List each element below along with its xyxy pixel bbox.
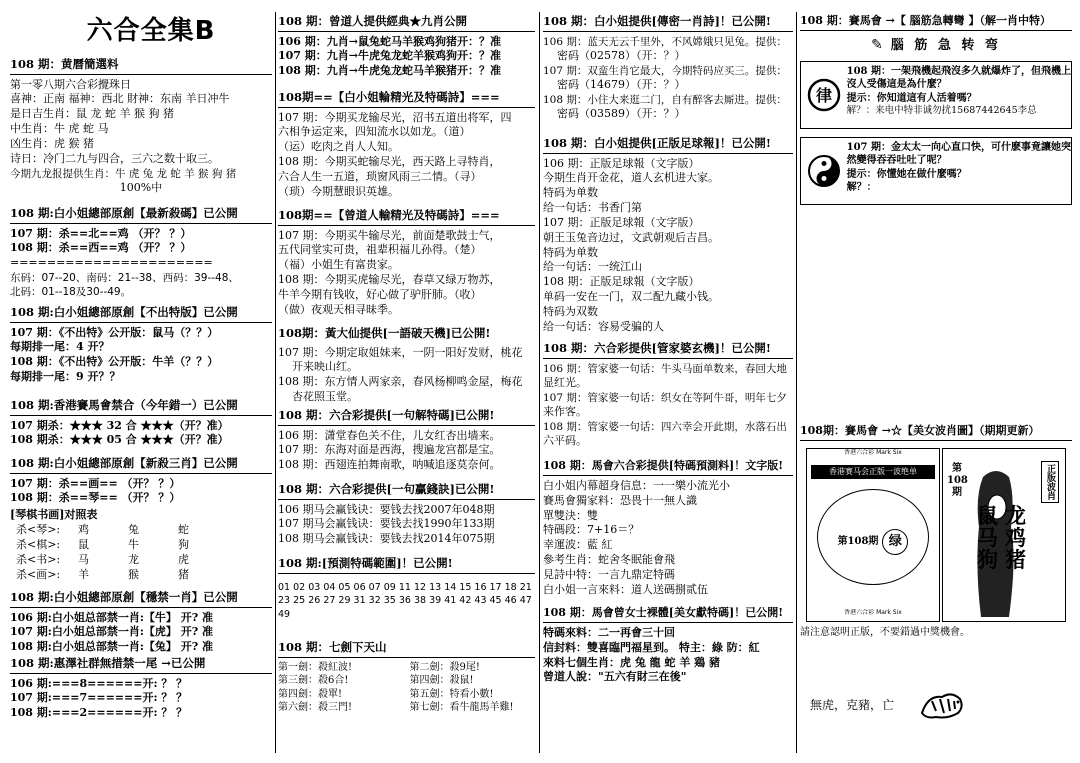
yiwei-line: 108 期:===2======开: ？ ？ xyxy=(10,706,188,720)
text-line: 107 期：东海对面是西海，搜遍龙宫都是宝。 xyxy=(278,443,501,457)
qijian-section xyxy=(278,640,535,715)
table-cell: 猪 xyxy=(178,567,189,581)
text-line: 特碼段：7+16＝？ xyxy=(543,523,640,537)
table-cell: 蛇 xyxy=(178,523,189,537)
poem-line: 108 期：今期买虎输尽光，春草又绿万物苏， xyxy=(278,273,501,287)
footer-text: 無虎，克豬，亡 xyxy=(810,698,895,712)
huangdaxian-header: 108期：黃大仙提供[一語破天機]已公開! xyxy=(278,326,491,340)
footer xyxy=(800,685,1072,725)
lightbulb-icon: ✎ xyxy=(871,37,883,54)
table-cell: 鸡 xyxy=(78,523,89,537)
huangli-section xyxy=(10,57,272,196)
jiuxiao-line: 107 期：九肖→牛虎兔龙蛇羊猴鸡狗开：？准 xyxy=(278,49,502,63)
yiwei-line: 107 期:===7======开: ？ ？ xyxy=(10,691,188,705)
text-line: 信封料：雙喜臨門福星到。 特主：綠 防：紅 xyxy=(543,640,760,654)
table-cell: 虎 xyxy=(178,552,189,566)
sword-item: 第三劍：殺6合! xyxy=(278,675,349,687)
text-line: 107 期马会赢钱诀：要钱去找1990年133期 xyxy=(278,517,495,531)
huangli-line: 100%中 xyxy=(119,180,163,194)
text-line: 106 期：管家婆一句话：牛头马面单数来，春回大地 xyxy=(543,362,787,375)
naojin-header: 108 期：賽馬會 →【 腦筋急轉彎 】（解一肖中特） xyxy=(800,14,1072,31)
riddle-line: 107 期：金太太一向心直口快，可什麽事竟讓她突 xyxy=(846,141,1071,153)
zodiac-grid xyxy=(977,505,1033,571)
note-text: 請注意認明正版，不要錯過中獎機會。 xyxy=(800,627,970,638)
buchu-section xyxy=(10,305,272,385)
table-cell: 羊 xyxy=(78,567,89,581)
meinv-header: 108期：賽馬會 →☆【美女波肖圖】（期期更新） xyxy=(800,424,1072,441)
text-line: 今期生肖开金花，道人玄机进大家。 xyxy=(543,171,719,185)
text-line: 给一句话：一统江山 xyxy=(543,260,642,274)
svg-text:律: 律 xyxy=(815,85,832,105)
column-divider xyxy=(539,12,540,753)
text-line: 107 期：管家婆一句话：织女在等阿牛哥，明年七夕 xyxy=(543,391,787,404)
buchu-header: 108 期:白小姐總部原創【不出特版】已公開 xyxy=(10,305,272,323)
table-row xyxy=(16,538,272,553)
text-line: 给一句话：书香门第 xyxy=(543,201,642,215)
zodiac-char: 鼠 xyxy=(977,503,998,528)
text-line: 密码（03589）（开：？） xyxy=(557,106,686,120)
yuce-header: 108 期：馬會六合彩提供[特碼預測料]！文字版! xyxy=(543,459,793,476)
lunshu1-header: 108期==【白小姐輪精光及特碼詩】=== xyxy=(278,90,535,108)
text-line: 單雙決：雙 xyxy=(543,508,598,522)
yiwei-line: 106 期:===8======开: ？ ？ xyxy=(10,676,188,690)
column-divider xyxy=(275,12,276,753)
buchu-line: 108 期：《不出特》公开版：牛羊（？？） xyxy=(10,355,219,369)
yuce-section xyxy=(543,459,793,598)
huangli-line: 凶生肖：虎 猴 猪 xyxy=(10,136,94,150)
text-line: 108 期：小住大来逛二门，自有醉客去厮进。提供： xyxy=(543,93,787,106)
poem-line: 五代同堂实可贵，祖辈积福儿孙得。（楚） xyxy=(278,243,482,257)
text-line: 来作客。 xyxy=(543,404,587,418)
sanxiao-line: 107 期：杀==画== （开？ ？） xyxy=(10,476,181,490)
seal-icon xyxy=(801,62,847,128)
poem-line: 107 期：今期买龙输尽光，沼书五道出将军，四 xyxy=(278,110,512,124)
jiete-section xyxy=(278,408,535,473)
table-cell: 杀<画>: xyxy=(16,567,61,581)
jinyi-header: 108 期:白小姐總部原創【穩禁一肖】已公開 xyxy=(10,590,272,608)
number-range: 01 02 03 04 05 06 07 09 11 12 13 14 15 16 17 18 21 23 25 26 27 29 31 32 35 36 38 39 41 42 43 45 46 47 49 xyxy=(278,581,532,621)
buchu-line: 每期排一尾：4 开？ xyxy=(10,340,110,354)
huangli-header: 108 期：黄曆簡選料 xyxy=(10,57,272,75)
jinyi-line: 106 期:白小姐总部禁一肖:【牛】 开? 准 xyxy=(10,610,214,624)
sword-item: 第四劍：殺鼠! xyxy=(409,675,474,687)
beauty-poster xyxy=(942,448,1066,622)
riddle-line: 解？： xyxy=(846,182,877,194)
jinhe-section xyxy=(10,398,272,448)
poster-label: 正版波肖 xyxy=(1041,461,1059,503)
shi-header: 108 期：白小姐提供[傳密一肖詩]！已公開! xyxy=(543,14,793,32)
poster-issue: 第108期 xyxy=(837,536,879,548)
text-line: 107 期：正版足球報（文字版） xyxy=(543,215,700,229)
yiwei-section xyxy=(10,656,272,721)
zodiac-char: 龙 xyxy=(1005,503,1026,528)
poster-side-issue: 第 108 期 xyxy=(947,463,968,498)
shi-section xyxy=(543,14,793,122)
meinv-section xyxy=(800,424,1072,444)
jiuxiao-header: 108 期：曾道人提供經典★九肖公開 xyxy=(278,14,535,32)
table-row xyxy=(16,523,272,538)
table-cell: 牛 xyxy=(128,537,139,551)
jiuxiao-line: 108 期：九肖→牛虎兔龙蛇马羊猴猪开：？准 xyxy=(278,64,502,78)
sanxiao-section xyxy=(10,456,272,582)
text-line: 显红光。 xyxy=(543,375,587,389)
text-line: 特码为双数 xyxy=(543,304,598,318)
huangli-line: 今期九龙报提供生肖：牛 虎 兔 龙 蛇 羊 猴 狗 猪 xyxy=(10,167,237,180)
table-cell: 狗 xyxy=(178,537,189,551)
yingqian-section xyxy=(278,482,535,547)
huangli-line: 中生肖：牛 虎 蛇 马 xyxy=(10,122,109,136)
table-subtitle: [琴棋书画]对照表 xyxy=(10,508,98,522)
lunshu1-section xyxy=(278,90,535,200)
text-line: 108 期马会赢钱诀：要钱去找2014年075期 xyxy=(278,532,495,546)
huangdaxian-section xyxy=(278,326,535,405)
table-cell: 猴 xyxy=(128,567,139,581)
buchu-line: 107 期：《不出特》公开版：鼠马（？？） xyxy=(10,325,219,339)
riddle-line: 108 期：一架飛機起飛沒多久就爆炸了，但飛機上 xyxy=(846,65,1071,77)
yin-yang-icon xyxy=(801,138,847,204)
riddle-line: 提示：你知道這有人活着嗎？ xyxy=(846,92,977,104)
table-cell: 杀<棋>: xyxy=(16,537,61,551)
naojin-banner xyxy=(800,35,1072,57)
riddle-line: 沒人受傷這是為什麼？ xyxy=(846,79,947,91)
zuqiu-section xyxy=(543,136,793,335)
shasha-section xyxy=(10,206,272,299)
text-line: 杏花照玉堂。 xyxy=(292,390,358,404)
riddle-box-2 xyxy=(800,137,1072,205)
divider-text: ====================== xyxy=(10,256,213,270)
text-line: 特码为单数 xyxy=(543,186,598,200)
buchu-line: 每期排一尾：9 开？？ xyxy=(10,370,121,384)
huangli-line: 诗日：冷门二九与四合，三六之数十取三。 xyxy=(10,151,219,165)
wave-poster xyxy=(806,448,940,622)
text-line: 108 期：西翅连拍舞南歌，呐喊追逐莫奈何。 xyxy=(278,458,501,472)
guanjia-header: 108 期：六合彩提供[管家婆玄機]！已公開! xyxy=(543,341,793,359)
shasha-line: 108 期：杀==西==鸡 （开？ ？） xyxy=(10,241,192,255)
jiuxiao-line: 106 期：九肖→鼠兔蛇马羊猴鸡狗猪开：？准 xyxy=(278,34,502,48)
jinyi-line: 108 期:白小姐总部禁一肖:【兔】 开? 准 xyxy=(10,640,214,654)
lunshu2-section xyxy=(278,208,535,318)
text-line: 开来映山红。 xyxy=(292,360,358,374)
riddle-line: 提示：你懂她在做什麼嗎？ xyxy=(846,168,967,180)
riddle-line: 然變得吞吞吐吐了呢？ xyxy=(846,155,947,167)
sanxiao-line: 108 期：杀==琴== （开？ ？） xyxy=(10,491,181,505)
text-line: 特码为单数 xyxy=(543,245,598,259)
luoti-header: 108 期：馬會曾女士裸體[美女獻特碼]！已公開! xyxy=(543,606,793,623)
text-line: 密码（14679）（开：？） xyxy=(557,77,686,91)
table-cell: 马 xyxy=(78,552,89,566)
poem-line: （琐）今期慧眼识英雄。 xyxy=(278,184,399,198)
table-cell: 杀<书>: xyxy=(16,552,61,566)
text-line: 密码（02578）（开：？） xyxy=(557,48,686,62)
table-cell: 龙 xyxy=(128,552,139,566)
luoti-section xyxy=(543,606,793,685)
naojin-section xyxy=(800,14,1072,205)
zodiac-char: 鸡 xyxy=(1005,525,1026,551)
text-line: 106 期：正版足球報（文字版） xyxy=(543,156,700,170)
text-line: 106 期：潇堂春色关不住，儿女红杏出墙来。 xyxy=(278,428,501,442)
jinyi-line: 107 期:白小姐总部禁一肖:【虎】 开? 准 xyxy=(10,625,214,639)
text-line: 曾道人說："五六有財三在後" xyxy=(543,670,687,684)
zodiac-char: 狗 xyxy=(977,547,998,573)
meinv-note xyxy=(800,626,1072,640)
text-line: 白小姐一言來料：道人送碼捌贰伍 xyxy=(543,582,708,596)
jinhe-line: 108 期杀：★★★ 05 合 ★★★（开？准） xyxy=(10,433,229,447)
poster-watermark: 香港六合彩 Mark Six xyxy=(844,609,902,616)
sword-item: 第五劍：特看小數! xyxy=(409,688,494,700)
poem-line: （运）吃肉之肖人人知。 xyxy=(278,140,399,154)
poem-line: 六相争运定来，四知流水以如龙。（道） xyxy=(278,125,471,139)
yiwei-header: 108 期:惠澤社群無措禁一尾 →已公開 xyxy=(10,656,272,674)
text-line: 幸運波：藍 紅 xyxy=(543,538,613,552)
sword-item: 第四劍：殺單! xyxy=(278,688,343,700)
text-line: 108 期：东方情人两家亲，春风杨柳鸣金屋，梅花 xyxy=(278,375,523,389)
column-2 xyxy=(278,0,535,763)
fanwei-section xyxy=(278,556,535,622)
poster-issue-row xyxy=(807,529,939,555)
table-cell: 兔 xyxy=(128,523,139,537)
table-row xyxy=(16,553,272,568)
text-line: 107 期：双蛮生肖它最大，今期特码应买三。提供： xyxy=(543,64,787,77)
table-cell: 鼠 xyxy=(78,537,89,551)
shasha-header: 108 期:白小姐總部原創【最新殺碼】已公開 xyxy=(10,206,272,224)
riddle-line: 解？：来电中特非诚勿扰15687442645李总 xyxy=(846,105,1037,117)
text-line: 单码一安在一门，双二配九藏小钱。 xyxy=(543,290,719,304)
qinqi-table xyxy=(10,523,272,582)
jiuxiao-section xyxy=(278,14,535,79)
text-line: 特碼來料：二一再會三十回 xyxy=(543,625,675,639)
huangli-line: 第一零八期六合彩攪珠日 xyxy=(10,77,131,91)
sword-item: 第六劍：殺三門! xyxy=(278,702,353,714)
jiete-header: 108 期：六合彩提供[一句解特碼]已公開! xyxy=(278,408,535,426)
text-line: 给一句话：容易受骗的人 xyxy=(543,319,664,333)
poem-line: （做）夜观天相寻昧季。 xyxy=(278,302,399,316)
poster-watermark: 香港六合彩 Mark Six xyxy=(844,449,902,456)
shasha-line: 107 期：杀==北==鸡 （开？ ？） xyxy=(10,226,192,240)
column-4 xyxy=(800,0,1072,763)
poem-line: （福）小姐生有富贵家。 xyxy=(278,258,399,272)
poster-title: 香港赛马会正版一波绝单 xyxy=(811,465,935,479)
sanxiao-header: 108 期:白小姐總部原創【新殺三肖】已公開 xyxy=(10,456,272,474)
text-line: 106 期：蓝天无云千里外，不风嫦娥只见兔。提供： xyxy=(543,35,787,48)
poem-line: 六合人生一五道，琐窗风雨三二情。（寻） xyxy=(278,169,482,183)
lunshu2-header: 108期==【曾道人輸精光及特碼詩】=== xyxy=(278,208,535,226)
page-title: 六合全集B xyxy=(86,16,216,46)
text-line: 108 期：正版足球報（文字版） xyxy=(543,275,700,289)
huangli-line: 是日吉生肖：鼠 龙 蛇 羊 猴 狗 猪 xyxy=(10,107,174,121)
text-line: 107 期：今期定取姐妹来，一阴一阳好发财，桃花 xyxy=(278,345,523,359)
table-row xyxy=(16,568,272,583)
fanwei-header: 108 期:[預測特碼範圍]！已公開! xyxy=(278,556,535,574)
riddle-box-1 xyxy=(800,61,1072,129)
yingqian-header: 108 期：六合彩提供[一句贏錢訣]已公開! xyxy=(278,482,535,500)
jinhe-header: 108 期:香港賽馬會禁合（今年錯一）已公開 xyxy=(10,398,272,416)
poem-line: 108 期：今期买蛇输尽光，西天路上寻特肖， xyxy=(278,155,501,169)
text-line: 賽馬會獨家料：恐畏十一無人識 xyxy=(543,493,697,507)
column-1 xyxy=(10,0,272,763)
codes-line: 北码：01--18及30--49。 xyxy=(10,286,132,299)
sword-item: 第一劍：殺紅波! xyxy=(278,661,353,673)
banner-text: 腦 筋 急 转 弯 xyxy=(890,38,1001,54)
jinhe-line: 107 期杀：★★★ 32 合 ★★★（开？准） xyxy=(10,418,229,432)
guanjia-section xyxy=(543,341,793,449)
zuqiu-header: 108 期：白小姐提供[正版足球報]！已公開! xyxy=(543,136,793,154)
tiger-icon xyxy=(918,685,966,723)
sword-item: 第二劍：殺9尾! xyxy=(409,661,480,673)
jinyi-section xyxy=(10,590,272,655)
table-cell: 杀<琴>: xyxy=(16,523,61,537)
poem-line: 牛羊今期有钱收，好心做了驴肝肺。（收） xyxy=(278,287,482,301)
column-divider xyxy=(796,12,797,753)
qijian-grid xyxy=(278,661,535,715)
text-line: 參考生肖：蛇舍冬眠能會飛 xyxy=(543,553,675,567)
text-line: 108 期：管家婆一句话：四六幸会开此期，水落石出 xyxy=(543,420,787,433)
text-line: 六平码。 xyxy=(543,433,587,447)
poem-line: 107 期：今期买牛输尽光，前面楚歌鼓士气， xyxy=(278,228,501,242)
huangli-line: 喜神：正南 福神：西北 財神：东南 羊日冲牛 xyxy=(10,92,230,106)
text-line: 朝王玉兔音边过，文武朝观后吉昌。 xyxy=(543,230,719,244)
zodiac-char: 猪 xyxy=(1005,547,1026,573)
column-3 xyxy=(543,0,793,763)
sword-item: 第七劍：看牛龍馬羊雞! xyxy=(409,702,514,714)
codes-line: 东码：07--20、南码：21--38、西码：39--48、 xyxy=(10,272,239,285)
wave-color-badge: 绿 xyxy=(882,529,908,555)
text-line: 來料七個生肖：虎 兔 龍 蛇 羊 鶏 豬 xyxy=(543,655,720,669)
text-line: 白小姐内幕超身信息：一一樂小流光小 xyxy=(543,478,730,492)
text-line: 106 期马会赢钱诀：要钱去找2007年048期 xyxy=(278,502,495,516)
text-line: 見詩中特：一言九鼎定特碼 xyxy=(543,567,675,581)
zodiac-char: 马 xyxy=(977,525,998,551)
qijian-header: 108 期：七劍下天山 xyxy=(278,640,535,658)
